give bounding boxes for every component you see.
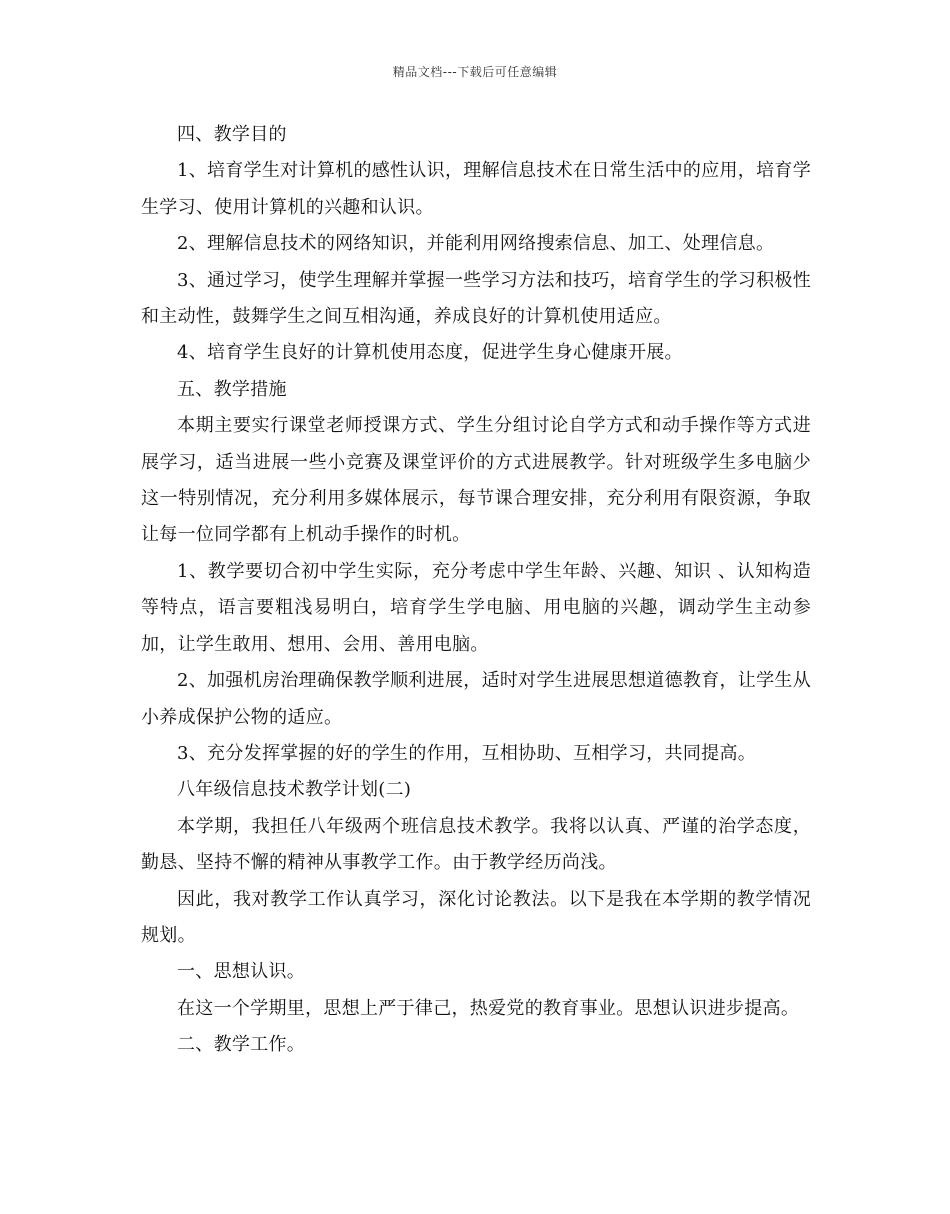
paragraph: 2、理解信息技术的网络知识，并能利用网络搜索信息、加工、处理信息。 [177, 233, 775, 255]
paragraph: 3、通过学习，使学生理解并掌握一些学习方法和技巧，培育学生的学习积极性和主动性，鼓舞学生之间互相沟通，养成良好的计算机使用适应。 [141, 269, 811, 328]
page-header: 精品文档---下载后可任意编辑 [392, 65, 558, 79]
paragraph: 3、充分发挥掌握的好的学生的作用，互相协助、互相学习，共同提高。 [177, 742, 757, 764]
paragraph: 2、加强机房治理确保教学顺利进展，适时对学生进展思想道德教育，让学生从小养成保护公物的适应。 [141, 670, 811, 728]
section-title: 八年级信息技术教学计划(二) [177, 779, 412, 801]
section-heading: 一、思想认识。 [177, 961, 306, 983]
section-heading: 二、教学工作。 [177, 1034, 306, 1056]
paragraph: 1、培育学生对计算机的感性认识，理解信息技术在日常生活中的应用，培育学生学习、使用计算机的兴趣和认识。 [141, 160, 811, 218]
section-heading: 四、教学目的 [177, 124, 287, 145]
paragraph: 1、教学要切合初中学生实际，充分考虑中学生年龄、兴趣、知识 、认知构造等特点，语言要粗浅易明白，培育学生学电脑、用电脑的兴趣，调动学生主动参加，让学生敢用、想用、会用、善用电脑。 [141, 560, 811, 655]
section-heading: 五、教学措施 [177, 378, 287, 400]
paragraph: 因此，我对教学工作认真学习，深化讨论教法。以下是我在本学期的教学情况规划。 [141, 888, 811, 946]
paragraph: 本期主要实行课堂老师授课方式、学生分组讨论自学方式和动手操作等方式进展学习，适当进展一些小竞赛及课堂评价的方式进展教学。针对班级学生多电脑少这一特别情况，充分利用多媒体展示，每节课合理安排，充分利用有限资源，争取让每一位同学都有上机动手操作的时机。 [141, 415, 811, 546]
paragraph: 本学期，我担任八年级两个班信息技术教学。我将以认真、严谨的治学态度，勤恳、坚持不懈的精神从事教学工作。由于教学经历尚浅。 [141, 815, 811, 874]
paragraph: 4、培育学生良好的计算机使用态度，促进学生身心健康开展。 [177, 342, 683, 364]
document-body [141, 117, 811, 1064]
paragraph: 在这一个学期里，思想上严于律己，热爱党的教育事业。思想认识进步提高。 [177, 997, 800, 1019]
